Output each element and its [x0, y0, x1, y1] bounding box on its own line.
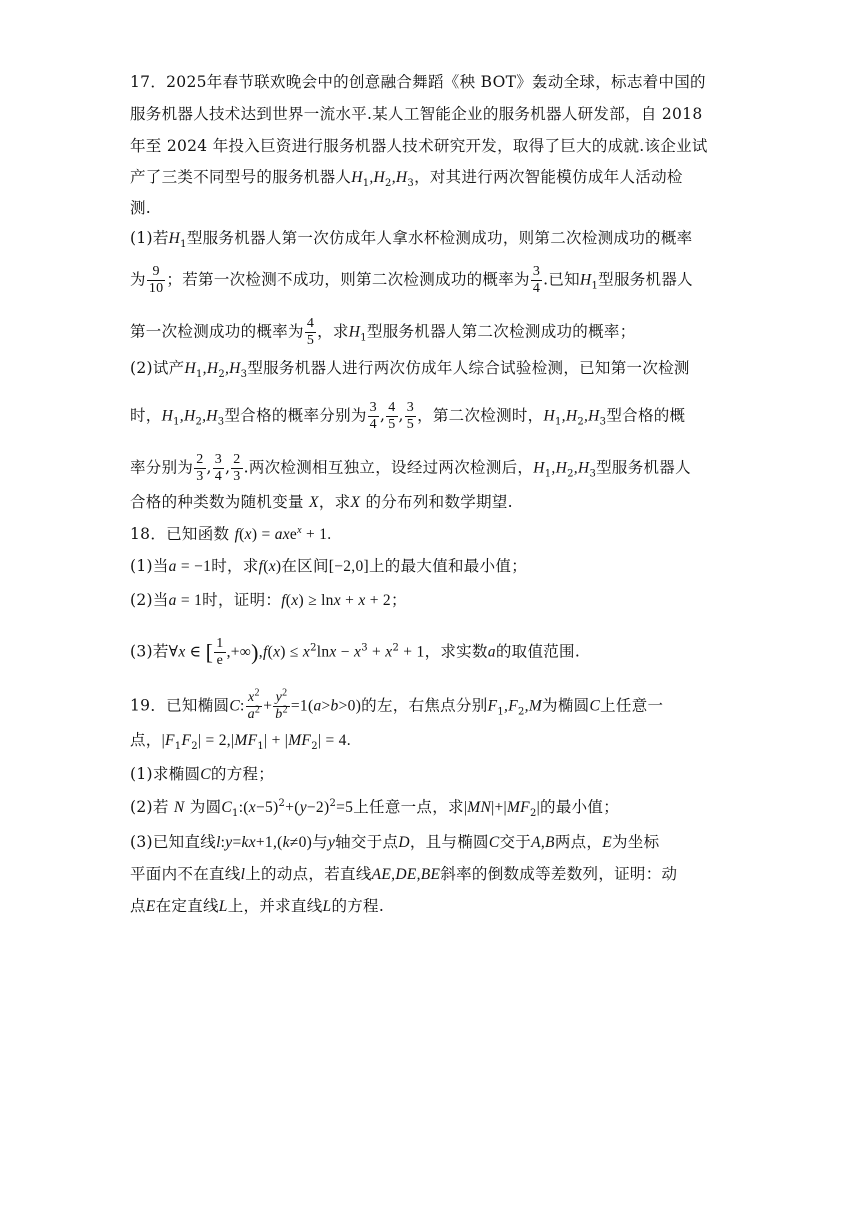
- q17-part1-line-2: 为 $\frac{9}{10}$ ；若第一次检测不成功，则第二次检测成功的概率为 $\frac{3}{4}$ .已知$H_1$型服务机器人: [130, 264, 693, 296]
- q17-part1-line-3: 第一次检测成功的概率为 $\frac{4}{5}$ ，求$H_1$型服务机器人第二次检测成功的概率；: [130, 316, 636, 348]
- q19-part3-line-1: (3)已知直线l:y=kx+1,(k≠0)与y轴交于点D，且与椭圆C交于A,B两点，E为坐标: [130, 833, 660, 851]
- q17-line-2: 服务机器人技术达到世界一流水平.某人工智能企业的服务机器人研发部，自 2018: [130, 105, 703, 123]
- q17-line-4: 产了三类不同型号的服务机器人$H_1,H_2,H_3$，对其进行两次智能模仿成年人活动检: [130, 168, 683, 190]
- q17-part1-line-1: (1)若$H_1$型服务机器人第一次仿成年人拿水杯检测成功，则第二次检测成功的概率: [130, 229, 693, 251]
- q17-part2-line-1: (2)试产$H_1,H_2,H_3$型服务机器人进行两次仿成年人综合试验检测，已知第一次检测: [130, 359, 690, 381]
- q17-part2-line-2: 时，$H_1,H_2,H_3$型合格的概率分别为 $\frac{3}{4}$ , $\frac{4}{5}$ , $\frac{3}{5}$ ，第二次检测时，$H_1,H_2,H_3$型合格的概: [130, 400, 686, 432]
- q19-line-1: 19．已知椭圆C: $\frac{x^2}{a^2}$ + $\frac{y^2}{b^2}$ =1(a>b>0)的左，右焦点分别$F_1,F_2,M$为椭圆C上任意一: [130, 687, 664, 722]
- q18-part2: (2)当a = 1时，证明：f(x) ≥ lnx + x + 2；: [130, 591, 407, 609]
- q19-part3-line-2: 平面内不在直线l上的动点，若直线AE,DE,BE斜率的倒数成等差数列，证明：动: [130, 865, 678, 883]
- q19-line-2: 点，$|F_1F_2| = 2,|MF_1| + |MF_2| = 4$.: [130, 731, 351, 753]
- q19-part2: (2)若 N 为圆$C_1:(x-5)^2+(y-2)^2=5$上任意一点，求$|MN|+|MF_2|$的最小值；: [130, 797, 620, 820]
- q19-part1: (1)求椭圆C的方程；: [130, 765, 275, 783]
- q17-line-3: 年至 2024 年投入巨资进行服务机器人技术研究开发，取得了巨大的成就.该企业试: [130, 137, 708, 155]
- q18-line-1: 18．已知函数 f(x) = axe$^x$ + 1.: [130, 524, 332, 543]
- q19-part3-line-3: 点E在定直线L上，并求直线L的方程.: [130, 897, 385, 915]
- q17-line-1: 17．2025年春节联欢晚会中的创意融合舞蹈《秧 BOT》轰动全球，标志着中国的: [130, 73, 706, 91]
- q17-part2-line-4: 合格的种类数为随机变量 X，求X 的分布列和数学期望.: [130, 493, 513, 511]
- q17-part2-line-3: 率分别为 $\frac{2}{3}$ , $\frac{3}{4}$ , $\frac{2}{3}$ .两次检测相互独立，设经过两次检测后，$H_1,H_2,H_3$型服务机器人: [130, 452, 691, 484]
- q18-part1: (1)当a = −1时，求f(x)在区间[−2,0]上的最大值和最小值；: [130, 557, 528, 575]
- q17-line-5: 测.: [130, 199, 152, 217]
- q18-part3: (3)若∀x ∈ [ $\frac{1}{e}$ $,+\infty),f(x) \le x^2\ln x - x^3 + x^2 + 1$，求实数a的取值范围.: [130, 636, 581, 668]
